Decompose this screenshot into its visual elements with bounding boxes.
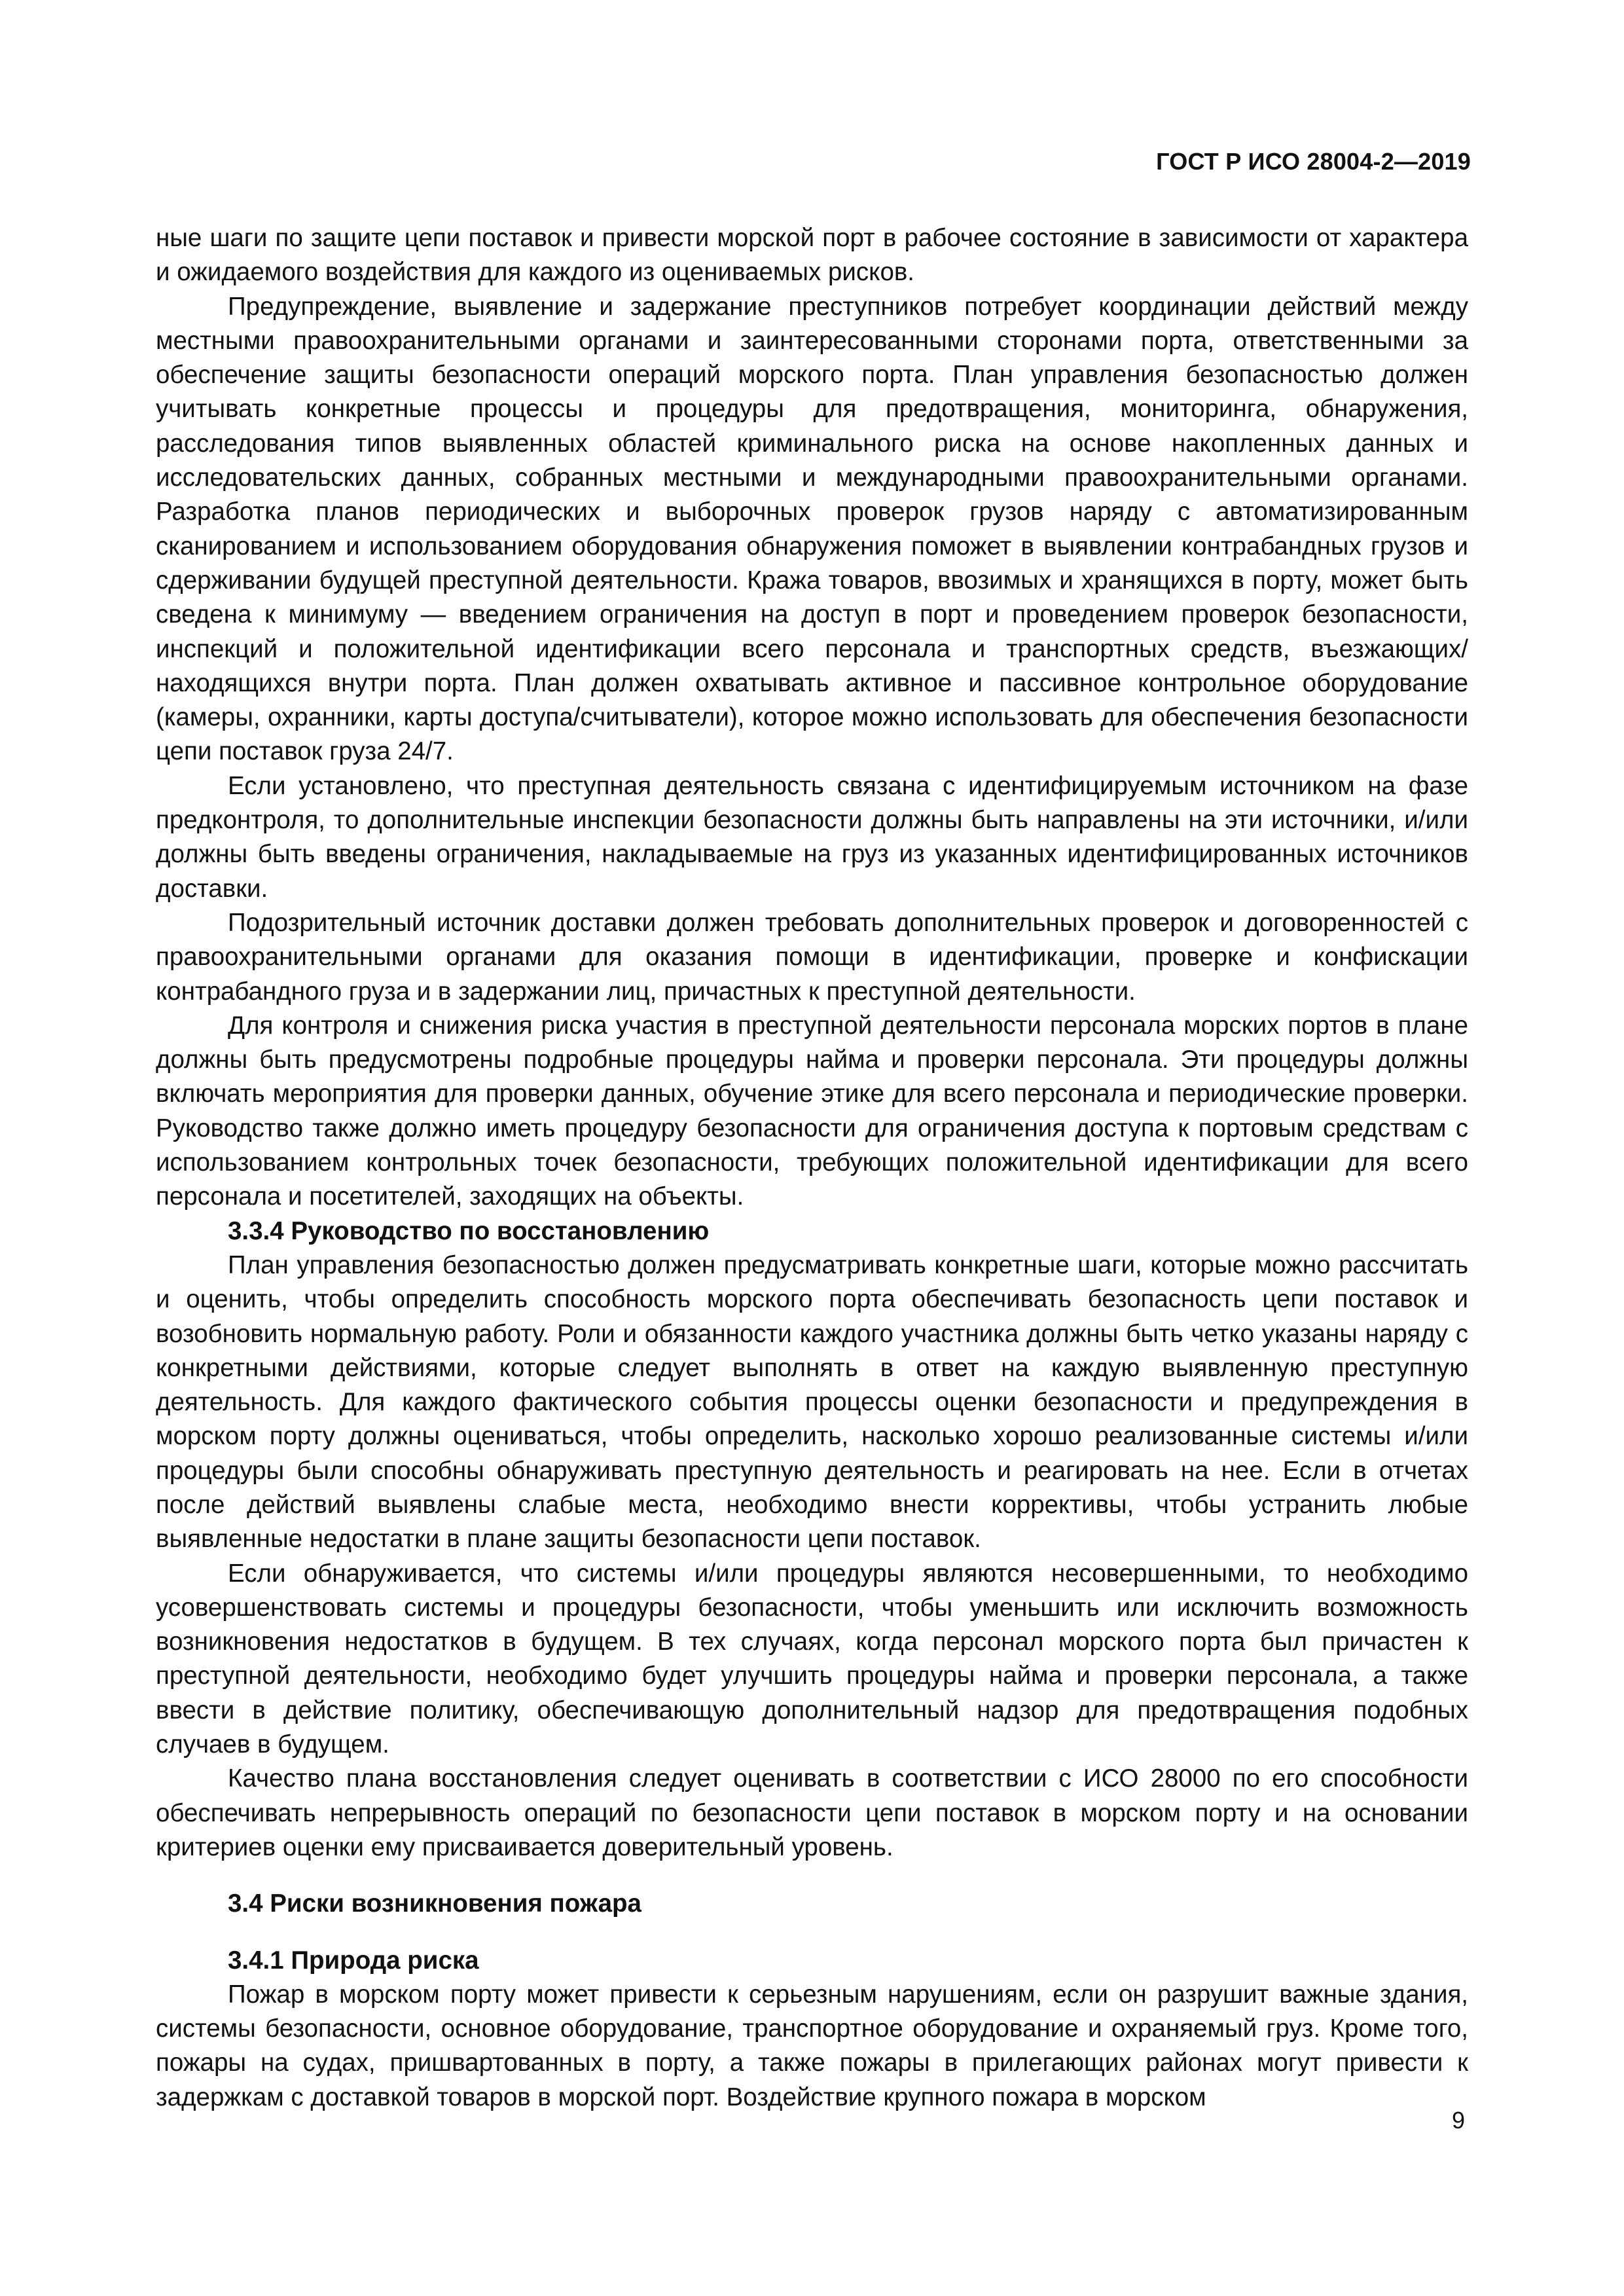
section-heading-3-4-1: 3.4.1 Природа риска [228,1946,479,1975]
paragraph-precontrol-sources: Если установлено, что преступная деятельность связана с идентифицируемым источником на фазе предконтроля, то дополнительные инспекции безопасности должны быть направлены на эти источники, и/или должны быть введены ограничения, накладываемые на груз из указанных идентифицированных источников доставки. [156,771,1468,903]
section-heading-3-3-4: 3.3.4 Руководство по восстановлению [228,1216,710,1245]
section-heading-3-4: 3.4 Риски возникновения пожара [228,1889,641,1918]
paragraph-personnel-risk: Для контроля и снижения риска участия в преступной деятельности персонала морских портов в плане должны быть предусмотрены подробные процедуры найма и проверки персонала. Эти процедуры должны включать мероприятия для проверки данных, обучение этике для всего персонала и периодические проверки. Руководство также должно иметь процедуру безопасности для ограничения доступа к портовым средствам с использованием контрольных точек безопасности, требующих положительной идентификации для всего персонала и посетителей, заходящих на объекты. [156,1011,1468,1211]
page-number: 9 [1451,2107,1465,2134]
paragraph-improve-procedures: Если обнаруживается, что системы и/или процедуры являются несовершенными, то необходимо усовершенствовать системы и процедуры безопасности, чтобы уменьшить или исключить возможность возникновения недостатков в будущем. В тех случаях, когда персонал морского порта был причастен к преступной деятельности, необходимо будет улучшить процедуры найма и проверки персонала, а также ввести в действие политику, обеспечивающую дополнительный надзор для предотвращения подобных случаев в будущем. [156,1559,1468,1759]
paragraph-suspicious-source: Подозрительный источник доставки должен требовать дополнительных проверок и договоренностей с правоохранительными органами для оказания помощи в идентификации, проверке и конфискации контрабандного груза и в задержании лиц, причастных к преступной деятельности. [156,908,1468,1006]
document-body [156,221,1468,2115]
paragraph-fire-risk: Пожар в морском порту может привести к серьезным нарушениям, если он разрушит важные здания, системы безопасности, основное оборудование, транспортное оборудование и охраняемый груз. Кроме того, пожары на судах, пришвартованных в порту, а также пожары в прилегающих районах могут привести к задержкам с доставкой товаров в морской порт. Воздействие крупного пожара в морском [156,1980,1468,2111]
standard-code-header: ГОСТ Р ИСО 28004-2—2019 [1156,148,1471,175]
paragraph-recovery-plan: План управления безопасностью должен предусматривать конкретные шаги, которые можно рассчитать и оценить, чтобы определить способность морского порта обеспечивать безопасность цепи поставок и возобновить нормальную работу. Роли и обязанности каждого участника должны быть четко указаны наряду с конкретными действиями, которые следует выполнять в ответ на каждую выявленную преступную деятельность. Для каждого фактического события процессы оценки безопасности и предупреждения в морском порту должны оцениваться, чтобы определить, насколько хорошо реализованные системы и/или процедуры были способны обнаруживать преступную деятельность и реагировать на нее. Если в отчетах после действий выявлены слабые места, необходимо внести коррективы, чтобы устранить любые выявленные недостатки в плане защиты безопасности цепи поставок. [156,1250,1468,1554]
paragraph-crime-prevention: Предупреждение, выявление и задержание преступников потребует координации действий между местными правоохранительными органами и заинтересованными сторонами порта, ответственными за обеспечение защиты безопасности операций морского порта. План управления безопасностью должен учитывать конкретные процессы и процедуры для предотвращения, мониторинга, обнаружения, расследования типов выявленных областей криминального риска на основе накопленных данных и исследовательских данных, собранных местными и международными правоохранительными органами. Разработка планов периодических и выборочных проверок грузов наряду с автоматизированным сканированием и использованием оборудования обнаружения поможет в выявлении контрабандных грузов и сдерживании будущей преступной деятельности. Кража товаров, ввозимых и хранящихся в порту, может быть сведена к минимуму — введением ограничения на доступ в порт и проведением проверок безопасности, инспекций и положительной идентификации всего персонала и транспортных средств, въезжающих/находящихся внутри порта. План должен охватывать активное и пассивное контрольное оборудование (камеры, охранники, карты доступа/считыватели), которое можно использовать для обеспечения безопасности цепи поставок груза 24/7. [156,292,1468,766]
paragraph-recovery-quality: Качество плана восстановления следует оценивать в соответствии с ИСО 28000 по его способности обеспечивать непрерывность операций по безопасности цепи поставок в морском порту и на основании критериев оценки ему присваивается доверительный уровень. [156,1764,1468,1861]
paragraph-continued: ные шаги по защите цепи поставок и привести морской порт в рабочее состояние в зависимости от характера и ожидаемого воздействия для каждого из оцениваемых рисков. [156,224,1468,287]
